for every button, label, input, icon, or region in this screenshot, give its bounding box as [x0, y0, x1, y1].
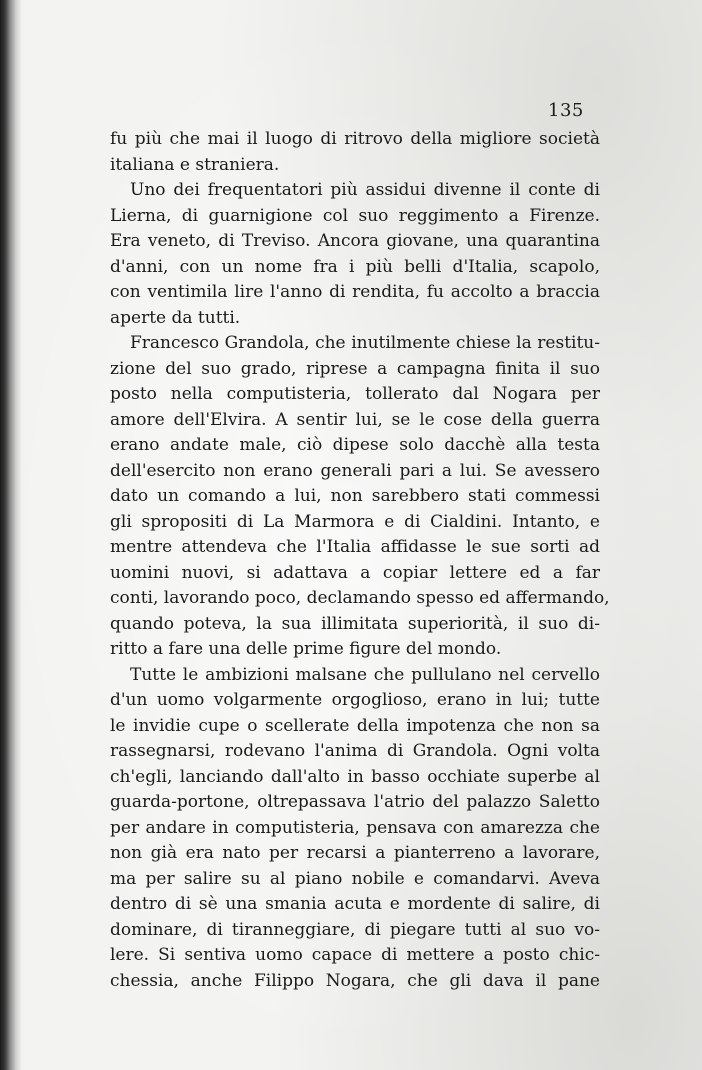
text-line: guarda-portone, oltrepassava l'atrio del palazzo Saletto	[110, 792, 600, 812]
text-line: non già era nato per recarsi a pianterreno a lavorare,	[110, 843, 600, 863]
text-line: Lierna, di guarnigione col suo reggimento a Firenze.	[110, 205, 600, 226]
text-line: dominare, di tiranneggiare, di piegare tutti al suo vo-	[110, 919, 600, 940]
body-text	[110, 127, 610, 994]
text-line: ritto a fare una delle prime figure del mondo.	[110, 639, 502, 659]
text-line: posto nella computisteria, tollerato dal Nogara per	[110, 384, 600, 404]
text-line: Tutte le ambizioni malsane che pullulano nel cervello	[130, 664, 600, 685]
binding-shadow	[0, 0, 22, 1070]
text-line: Era veneto, di Treviso. Ancora giovane, una quarantina	[110, 231, 600, 251]
text-line: ch'egli, lanciando dall'alto in basso occhiate superbe al	[110, 766, 600, 787]
text-line: dentro di sè una smania acuta e mordente di salire, di	[110, 894, 600, 914]
text-line: ma per salire su al piano nobile e comandarvi. Aveva	[110, 868, 600, 889]
text-line: italiana e straniera.	[110, 154, 280, 175]
text-line: rassegnarsi, rodevano l'anima di Grandola. Ogni volta	[110, 741, 600, 761]
text-line: dato un comando a lui, non sarebbero stati commessi	[110, 486, 600, 506]
text-line: zione del suo grado, riprese a campagna finita il suo	[110, 358, 600, 379]
text-line: chessia, anche Filippo Nogara, che gli dava il pane	[110, 970, 600, 991]
text-line: lere. Si sentiva uomo capace di mettere a posto chic-	[110, 945, 600, 965]
text-line: mentre attendeva che l'Italia affidasse le sue sorti ad	[110, 537, 600, 557]
text-line: gli spropositi di La Marmora e di Cialdini. Intanto, e	[110, 511, 600, 532]
text-line: amore dell'Elvira. A sentir lui, se le cose della guerra	[110, 409, 600, 430]
text-line: quando poteva, la sua illimitata superiorità, il suo di-	[110, 613, 600, 634]
text-line: Uno dei frequentatori più assidui divenne il conte di	[130, 180, 600, 200]
text-line: per andare in computisteria, pensava con amarezza che	[110, 817, 600, 838]
text-line: aperte da tutti.	[110, 307, 241, 328]
text-line: d'un uomo volgarmente orgoglioso, erano in lui; tutte	[110, 690, 600, 710]
text-line: le invidie cupe o scellerate della impotenza che non sa	[110, 715, 600, 736]
text-line: uomini nuovi, si adattava a copiar lettere ed a far	[110, 562, 600, 583]
page-number: 135	[548, 100, 584, 121]
text-line: conti, lavorando poco, declamando spesso ed affermando,	[110, 588, 610, 608]
text-line: con ventimila lire l'anno di rendita, fu accolto a braccia	[110, 282, 600, 302]
text-line: Francesco Grandola, che inutilmente chiese la restitu-	[130, 333, 600, 353]
text-line: dell'esercito non erano generali pari a lui. Se avessero	[110, 460, 600, 481]
text-line: d'anni, con un nome fra i più belli d'Italia, scapolo,	[110, 256, 600, 277]
text-line: fu più che mai il luogo di ritrovo della migliore società	[110, 129, 600, 149]
text-line: erano andate male, ciò dipese solo dacchè alla testa	[110, 435, 600, 455]
